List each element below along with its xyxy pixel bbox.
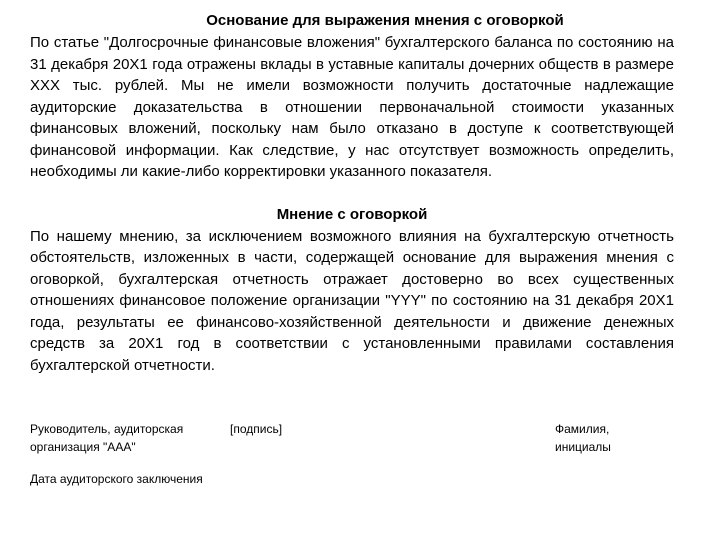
paragraph-basis: По статье "Долгосрочные финансовые вложения" бухгалтерского баланса по состоянию на 31 декабря 20Х1 года отражены вклады в уставные капиталы дочерних обществ в размере ХХХ тыс. рублей. Мы не имели возможности получить достаточные надлежащие аудиторские доказательства в отношении первоначальной стоимости указанных финансовых вложений, поскольку нам было отказано в доступе к соответствующей финансовой информации. Как следствие, у нас отсутствует возможность определить, необходимы ли какие-либо корректировки указанного показателя. [30, 34, 674, 180]
section-gap [30, 183, 674, 204]
report-date-label: Дата аудиторского заключения [30, 472, 203, 486]
signatory-title-line2: организация "ААА" [30, 440, 136, 454]
paragraph-opinion: По нашему мнению, за исключением возможного влияния на бухгалтерскую отчетность обстоятельств, изложенных в части, содержащей основание для выражения мнения с оговоркой, бухгалтерская отчетность отражает достоверно во всех существенных отношениях финансовое положение организации "YYY" по состоянию на 31 декабря 20Х1 года, результаты ее финансово-хозяйственной деятельности и движение денежных средств за 20Х1 год в соответствии с установленными правилами составления бухгалтерской отчетности. [30, 227, 674, 374]
signatory-title [30, 420, 230, 456]
signatory-name-line1: Фамилия, [555, 422, 610, 436]
section-heading-basis: Основание для выражения мнения с оговоркой [206, 12, 564, 29]
signature-block [30, 420, 674, 460]
document-body [30, 10, 674, 376]
signatory-name [555, 420, 665, 456]
signatory-name-line2: инициалы [555, 440, 611, 454]
signature-placeholder: [подпись] [230, 422, 283, 436]
signatory-title-line1: Руководитель, аудиторская [30, 422, 184, 436]
section-heading-opinion: Мнение с оговоркой [276, 205, 428, 223]
